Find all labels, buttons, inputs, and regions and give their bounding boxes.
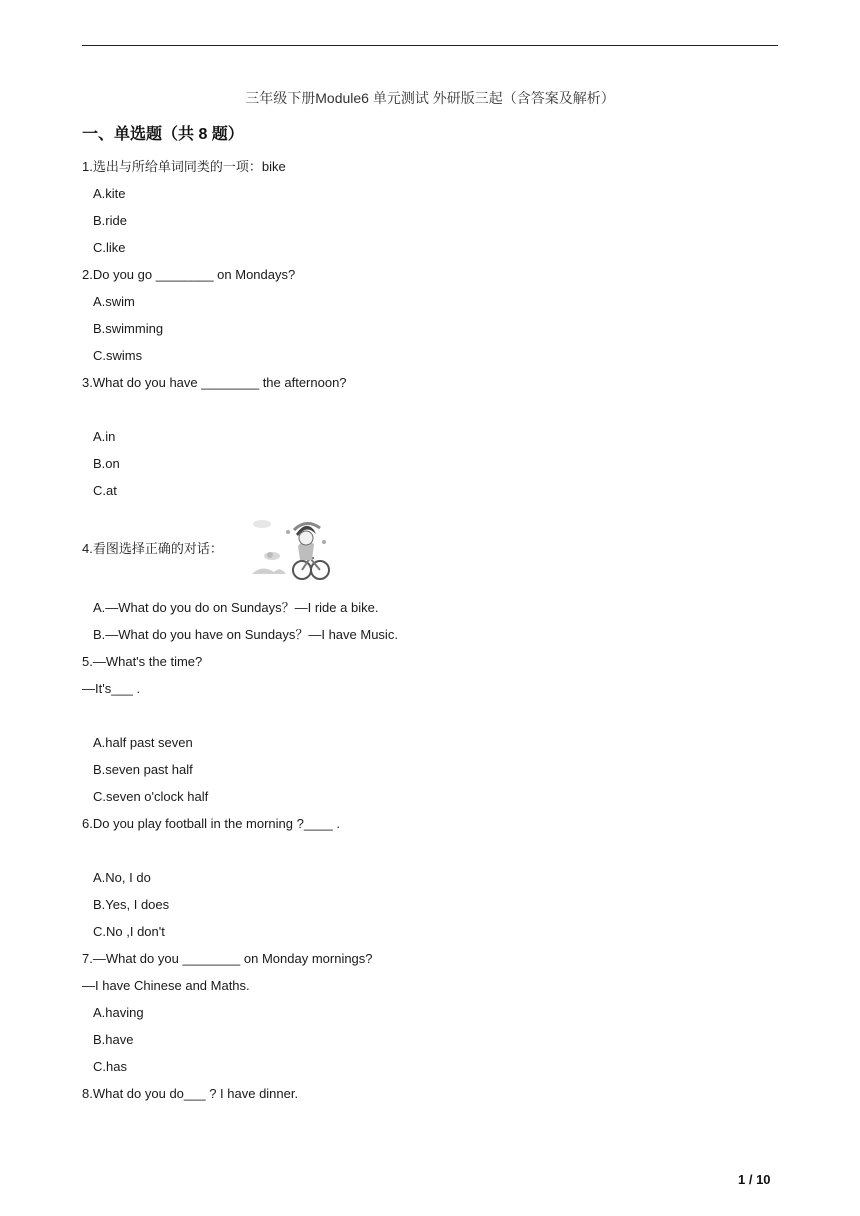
question-7-option-a[interactable]: A.having	[93, 1005, 144, 1020]
question-5-option-b[interactable]: B.seven past half	[93, 762, 193, 777]
question-5-option-c[interactable]: C.seven o'clock half	[93, 789, 209, 804]
question-4-option-a[interactable]: A.—What do you do on Sundays？—I ride a bike.	[93, 600, 379, 615]
question-5-stem-reply: —It's___ .	[82, 681, 141, 696]
question-1-stem: 1.选出与所给单词同类的一项：bike	[82, 159, 286, 174]
question-5-stem: 5.—What's the time?	[82, 654, 203, 669]
question-3-option-a[interactable]: A.in	[93, 429, 116, 444]
document-title: 三年级下册Module6 单元测试 外研版三起（含答案及解析）	[245, 90, 615, 106]
header-rule	[82, 45, 778, 46]
question-3-option-b[interactable]: B.on	[93, 456, 120, 471]
section-heading: 一、单选题（共 8 题）	[82, 126, 244, 143]
question-7-option-c[interactable]: C.has	[93, 1059, 127, 1074]
question-2-stem: 2.Do you go ________ on Mondays?	[82, 267, 296, 282]
page-number	[738, 1172, 771, 1187]
question-3-option-c[interactable]: C.at	[93, 483, 117, 498]
question-2-option-b[interactable]: B.swimming	[93, 321, 164, 336]
girl-riding-bike-illustration	[248, 516, 332, 584]
question-6-option-a[interactable]: A.No, I do	[93, 870, 151, 885]
question-4-option-b[interactable]: B.—What do you have on Sundays？—I have Music.	[93, 627, 398, 642]
question-8-stem: 8.What do you do___ ? I have dinner.	[82, 1086, 299, 1101]
question-5-option-a[interactable]: A.half past seven	[93, 735, 193, 750]
question-7-stem: 7.—What do you ________ on Monday mornings?	[82, 951, 373, 966]
question-4-stem: 4.看图选择正确的对话：	[82, 541, 223, 556]
question-1-option-c[interactable]: C.like	[93, 240, 126, 255]
question-1-option-a[interactable]: A.kite	[93, 186, 126, 201]
question-1-option-b[interactable]: B.ride	[93, 213, 127, 228]
question-6-option-b[interactable]: B.Yes, I does	[93, 897, 170, 912]
question-7-option-b[interactable]: B.have	[93, 1032, 134, 1047]
question-2-option-a[interactable]: A.swim	[93, 294, 135, 309]
question-3-stem: 3.What do you have ________ the afternoon?	[82, 375, 347, 390]
page-total: 10	[756, 1172, 771, 1187]
question-2-option-c[interactable]: C.swims	[93, 348, 143, 363]
question-7-stem-reply: —I have Chinese and Maths.	[82, 978, 250, 993]
page-current: 1	[738, 1172, 746, 1187]
page-separator: /	[745, 1172, 757, 1187]
question-6-option-c[interactable]: C.No ,I don't	[93, 924, 165, 939]
question-6-stem: 6.Do you play football in the morning ?____ .	[82, 816, 341, 831]
